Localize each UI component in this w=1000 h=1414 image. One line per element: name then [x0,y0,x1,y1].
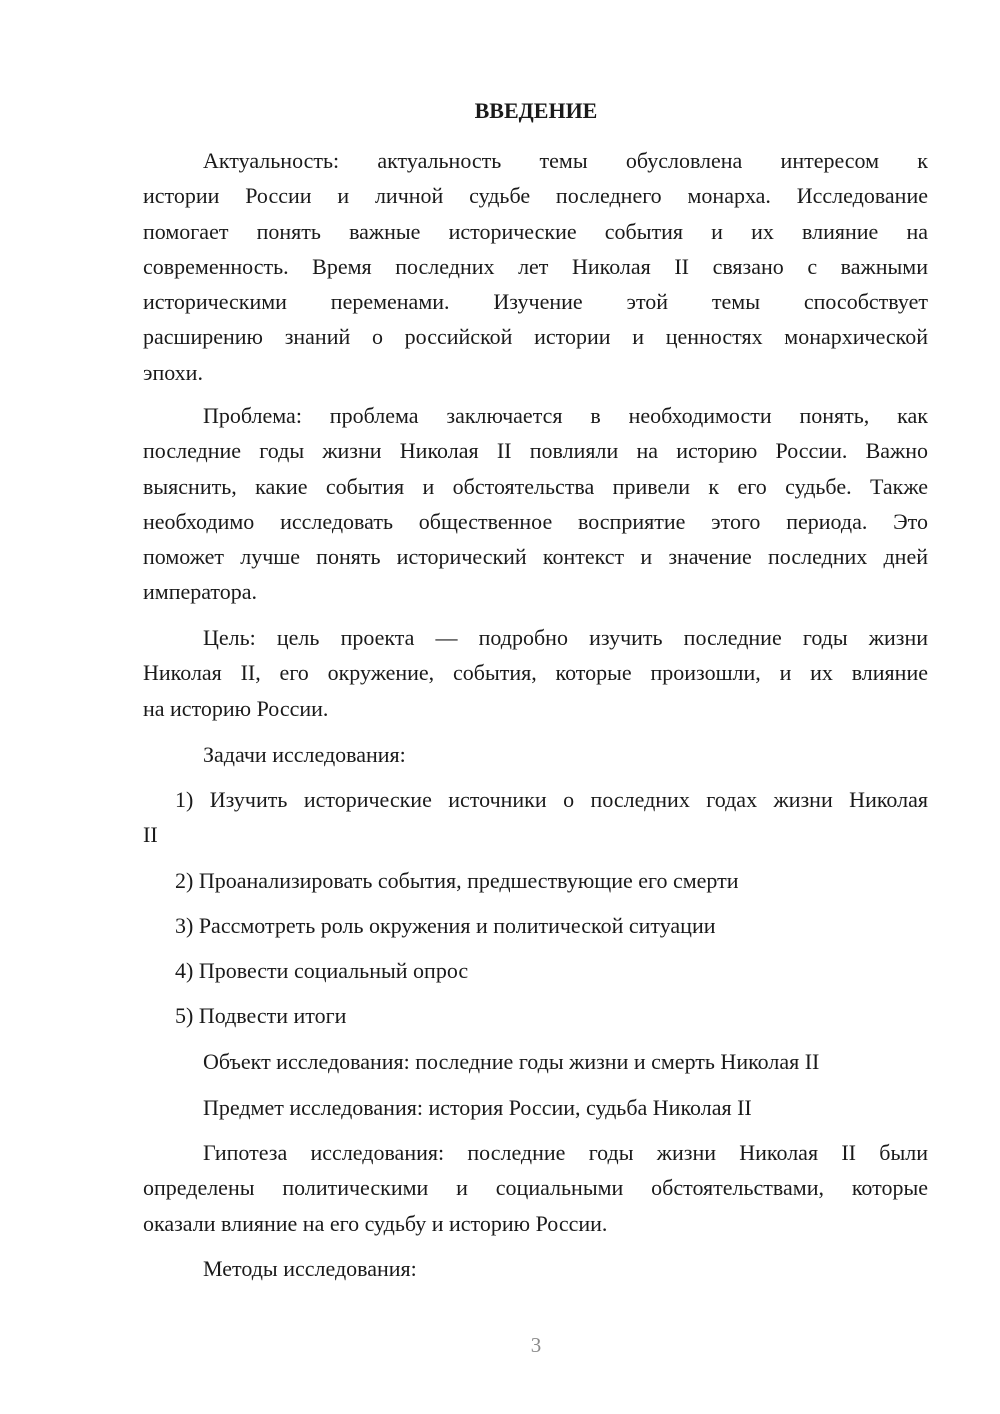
task-item-1 [143,782,928,853]
task-item-3 [143,908,928,943]
text-line: поможет лучше понять исторический контекст и значение последних дней [143,544,928,570]
text-line: историческими переменами. Изучение этой темы способствует [143,289,928,315]
paragraph-goal [143,620,928,726]
text-line: определены политическими и социальными обстоятельствами, которые [143,1175,928,1201]
task-item-4 [143,953,928,988]
text-line: Николая II, его окружение, события, которые произошли, и их влияние [143,660,928,686]
text-line: Методы исследования: [203,1256,417,1281]
text-line: последние годы жизни Николая II повлияли на историю России. Важно [143,438,928,464]
text-line: на историю России. [143,695,329,721]
text-line: необходимо исследовать общественное восприятие этого периода. Это [143,508,928,534]
text-line: Предмет исследования: история России, судьба Николая II [203,1095,752,1120]
text-line: Объект исследования: последние годы жизни и смерть Николая II [203,1049,820,1074]
page-number: 3 [530,1333,542,1357]
text-line: Цель: цель проекта — подробно изучить последние годы жизни [203,625,928,650]
research-hypothesis [143,1135,928,1241]
paragraph-relevance [143,143,928,390]
text-line: II [143,822,158,848]
section-title: ВВЕДЕНИЕ [474,98,598,123]
methods-heading [143,1251,928,1286]
text-line: расширению знаний о российской истории и ценностях монархической [143,324,928,350]
text-line: Актуальность: актуальность темы обусловлена интересом к [203,148,928,173]
paragraph-problem [143,398,928,610]
research-subject [143,1090,928,1125]
text-line: современность. Время последних лет Николая II связано с важными [143,253,928,279]
text-line: Гипотеза исследования: последние годы жизни Николая II были [203,1140,928,1165]
text-line: выяснить, какие события и обстоятельства привели к его судьбе. Также [143,473,928,499]
text-line: 3) Рассмотреть роль окружения и политической ситуации [175,913,716,938]
task-item-5 [143,998,928,1033]
text-line: эпохи. [143,359,203,385]
text-line: императора. [143,579,258,605]
task-item-2 [143,863,928,898]
text-line: 1) Изучить исторические источники о последних годах жизни Николая [175,787,928,812]
research-object [143,1044,928,1079]
text-line: оказали влияние на его судьбу и историю России. [143,1210,608,1236]
tasks-heading [143,737,928,772]
text-line: 5) Подвести итоги [175,1003,347,1028]
text-line: 4) Провести социальный опрос [175,958,469,983]
text-line: 2) Проанализировать события, предшествующие его смерти [175,868,739,893]
text-line: Задачи исследования: [203,742,406,767]
text-line: Проблема: проблема заключается в необходимости понять, как [203,403,928,428]
text-line: истории России и личной судьбе последнего монарха. Исследование [143,183,928,209]
text-line: помогает понять важные исторические события и их влияние на [143,218,928,244]
